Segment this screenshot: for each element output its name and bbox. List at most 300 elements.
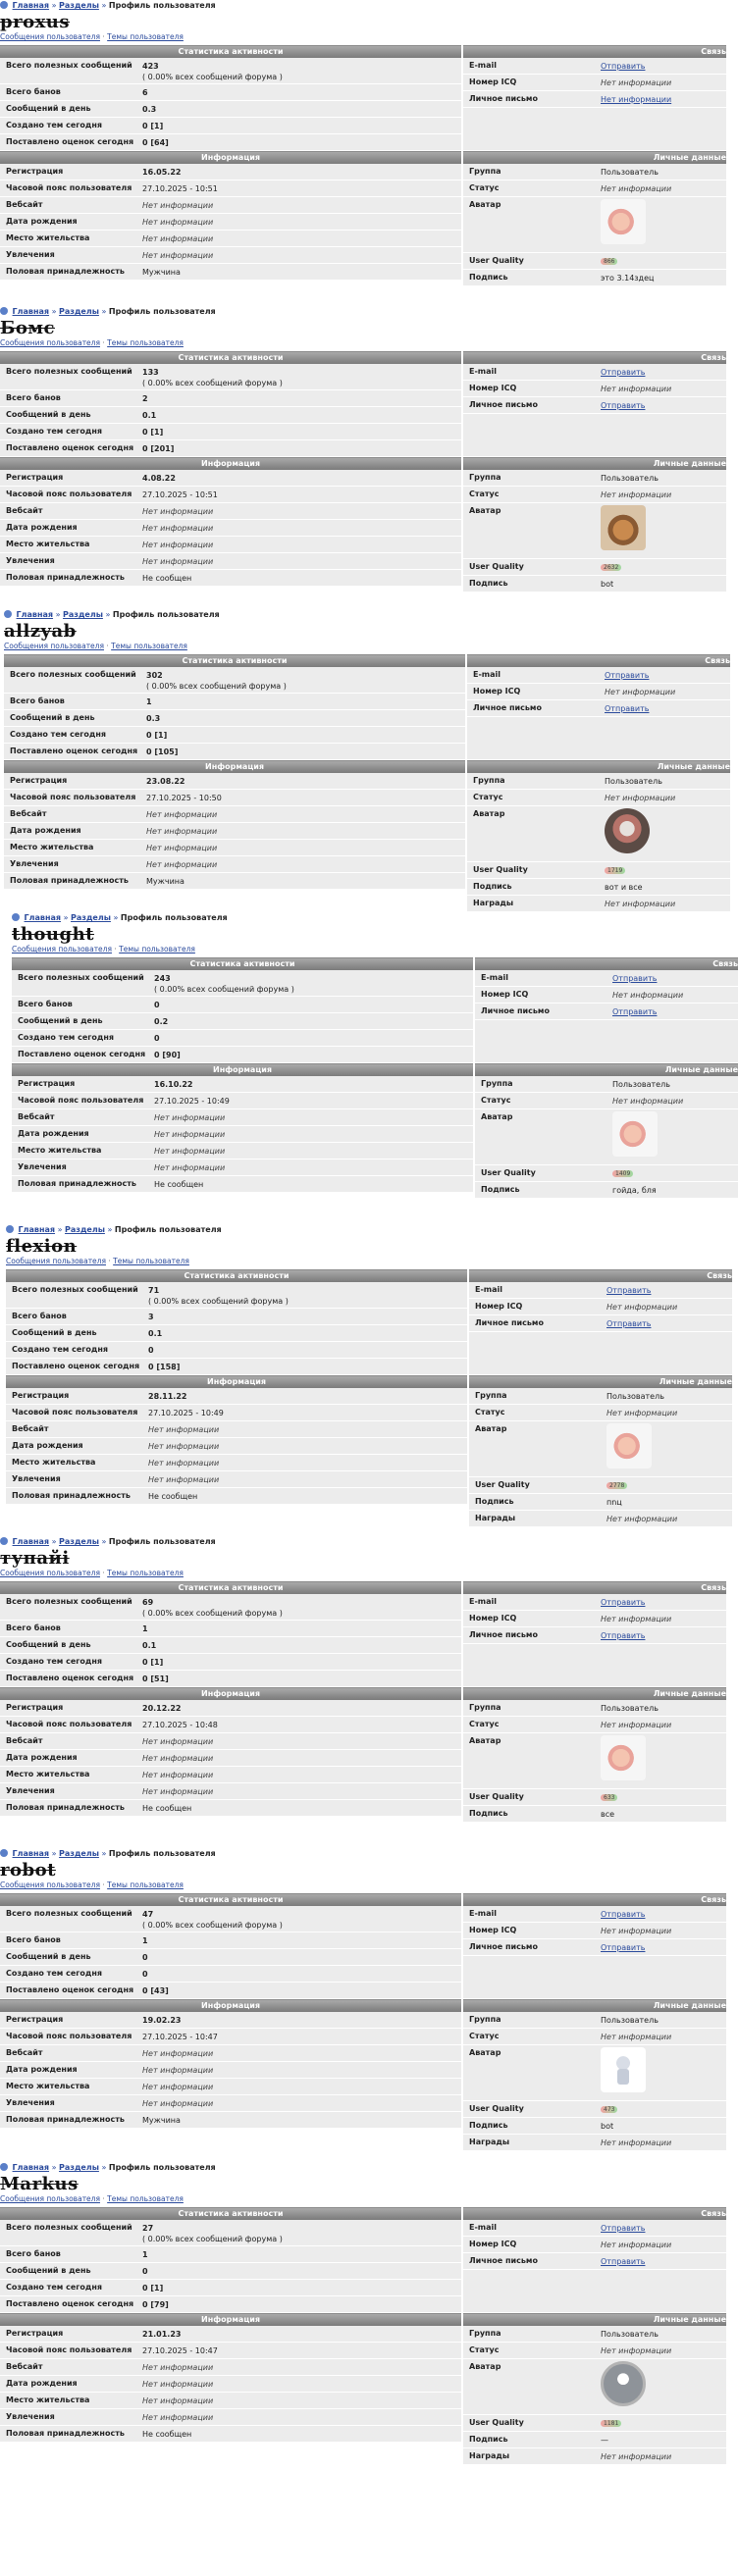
email-link[interactable]: Отправить [601, 368, 646, 377]
user-links [0, 337, 726, 349]
pm-label: Личное письмо [469, 2256, 538, 2265]
registration-row [0, 470, 461, 487]
personal-panel [463, 2326, 726, 2465]
quality-value [605, 865, 625, 876]
user-posts-link[interactable]: Сообщения пользователя [0, 1880, 100, 1889]
timezone-row [4, 790, 465, 806]
website-label: Вебсайт [10, 809, 47, 818]
breadcrumb-home-link[interactable]: Главная [12, 1537, 50, 1546]
per-day-value: 0.3 [142, 105, 157, 114]
timezone-row [0, 1717, 461, 1733]
gender-value: Мужчина [142, 268, 181, 277]
pm-link[interactable]: Нет информации [601, 95, 672, 104]
website-row [0, 2359, 461, 2376]
birthday-row [0, 214, 461, 231]
gender-label: Половая принадлежность [6, 267, 125, 276]
avatar-image [601, 2047, 646, 2092]
breadcrumb-separator: » [101, 2163, 107, 2172]
email-link[interactable]: Отправить [605, 671, 650, 680]
signature-value: — [601, 2436, 608, 2445]
email-link[interactable]: Отправить [601, 62, 646, 71]
contact-panel [469, 1282, 732, 1374]
bans-row [12, 997, 473, 1013]
awards-row [467, 896, 730, 912]
topics-today-value: 0 [1] [142, 428, 164, 437]
status-row [463, 2029, 726, 2045]
activity-header: Статистика активности [0, 1893, 461, 1906]
personal-panel [463, 164, 726, 286]
interests-row [0, 553, 461, 570]
email-value[interactable] [601, 367, 645, 378]
location-value: Нет информации [146, 844, 218, 852]
quality-label: User Quality [475, 1480, 530, 1489]
gender-row [12, 1176, 473, 1193]
personal-panel [469, 1388, 732, 1527]
interests-label: Увлечения [6, 2412, 55, 2421]
interests-value: Нет информации [142, 251, 214, 260]
info-header: Информация [12, 1063, 473, 1076]
avatar-row [475, 1109, 738, 1165]
icq-label: Номер ICQ [469, 2240, 517, 2248]
pm-value[interactable] [612, 1006, 657, 1017]
email-link[interactable]: Отправить [612, 974, 658, 983]
pm-row [463, 91, 726, 108]
quality-label: User Quality [469, 1792, 524, 1801]
status-label: Статус [469, 489, 500, 498]
user-posts-link[interactable]: Сообщения пользователя [0, 32, 100, 41]
icq-label: Номер ICQ [469, 77, 517, 86]
info-header: Информация [0, 457, 461, 470]
avatar-label: Аватар [469, 2048, 501, 2057]
status-row [463, 487, 726, 503]
signature-label: Подпись [469, 1809, 508, 1818]
breadcrumb-home-link[interactable]: Главная [12, 1849, 50, 1858]
username-title: allzyab [4, 621, 77, 642]
breadcrumb-current: Профиль пользователя [112, 610, 220, 619]
home-icon [0, 1537, 8, 1545]
activity-panel [6, 1282, 467, 1375]
birthday-row [0, 2062, 461, 2079]
group-label: Группа [469, 167, 501, 176]
posts-row [12, 970, 473, 997]
birthday-label: Дата рождения [6, 217, 78, 226]
signature-value: это 3.14здец [601, 274, 655, 283]
avatar-image [601, 1735, 646, 1780]
info-header: Информация [0, 1687, 461, 1700]
timezone-row [0, 2029, 461, 2045]
per-day-row [12, 1013, 473, 1030]
per-day-label: Сообщений в день [6, 410, 91, 419]
breadcrumb-home-link[interactable]: Главная [24, 913, 62, 922]
user-posts-link[interactable]: Сообщения пользователя [0, 338, 100, 347]
posts-label: Всего полезных сообщений [12, 1285, 138, 1294]
user-links [0, 31, 726, 43]
ratings-today-row [0, 1983, 461, 1999]
topics-today-row [0, 2280, 461, 2296]
registration-label: Регистрация [6, 167, 64, 176]
breadcrumb-sections-link[interactable]: Разделы [65, 1225, 105, 1234]
icq-label: Номер ICQ [475, 1302, 523, 1311]
posts-row [0, 1594, 461, 1621]
breadcrumb-home-link[interactable]: Главная [12, 2163, 50, 2172]
pm-row [463, 1939, 726, 1956]
breadcrumb-sections-link[interactable]: Разделы [63, 610, 103, 619]
website-value: Нет информации [146, 810, 218, 819]
per-day-value: 0 [142, 1953, 148, 1962]
per-day-row [0, 407, 461, 424]
timezone-label: Часовой пояс пользователя [18, 1096, 144, 1105]
interests-value: Нет информации [146, 860, 218, 869]
icq-row [475, 987, 738, 1004]
registration-value: 19.02.23 [142, 2016, 182, 2025]
timezone-row [6, 1405, 467, 1421]
activity-panel [0, 58, 461, 151]
info-panel [0, 1700, 461, 1817]
breadcrumb-sections-link[interactable]: Разделы [59, 2163, 99, 2172]
interests-row [6, 1471, 467, 1488]
topics-today-label: Создано тем сегодня [6, 2283, 103, 2292]
contact-header: Связь [463, 351, 726, 364]
group-value: Пользователь [606, 1392, 664, 1401]
interests-label: Увлечения [10, 859, 59, 868]
avatar-label: Аватар [469, 1736, 501, 1745]
location-value: Нет информации [148, 1459, 220, 1468]
pm-value[interactable] [601, 1630, 645, 1641]
icq-row [463, 381, 726, 397]
pm-value[interactable] [601, 400, 645, 411]
pm-value[interactable] [601, 2256, 645, 2267]
pm-link[interactable]: Отправить [606, 1319, 652, 1328]
pm-label: Личное письмо [469, 1630, 538, 1639]
location-value: Нет информации [142, 1771, 214, 1779]
avatar-row [463, 1733, 726, 1789]
quality-label: User Quality [469, 562, 524, 571]
per-day-row [0, 101, 461, 118]
info-header: Информация [0, 1999, 461, 2012]
user-posts-link[interactable]: Сообщения пользователя [0, 2194, 100, 2203]
pm-link[interactable]: Отправить [601, 1631, 646, 1640]
breadcrumb [0, 306, 726, 318]
icq-value: Нет информации [601, 1615, 672, 1623]
group-row [467, 773, 730, 790]
personal-header: Личные данные [463, 1999, 726, 2012]
signature-row [469, 1494, 732, 1511]
icq-row [467, 684, 730, 700]
website-value: Нет информации [148, 1425, 220, 1434]
breadcrumb-separator: » [105, 610, 111, 619]
ratings-today-value: 0 [201] [142, 444, 175, 453]
group-value: Пользователь [605, 777, 662, 786]
topics-today-row [0, 1966, 461, 1983]
timezone-row [0, 487, 461, 503]
ratings-today-value: 0 [90] [154, 1051, 181, 1059]
pm-link[interactable]: Отправить [601, 2257, 646, 2266]
quality-label: User Quality [469, 256, 524, 265]
contact-header: Связь [463, 1581, 726, 1594]
breadcrumb-home-link[interactable]: Главная [18, 1225, 56, 1234]
icq-row [469, 1299, 732, 1315]
bans-label: Всего банов [6, 87, 61, 96]
ratings-today-row [6, 1359, 467, 1375]
topics-today-row [0, 424, 461, 440]
user-topics-link[interactable]: Темы пользователя [119, 945, 195, 953]
quality-value [601, 256, 617, 267]
registration-label: Регистрация [18, 1079, 76, 1088]
interests-label: Увлечения [6, 250, 55, 259]
ratings-today-label: Поставлено оценок сегодня [18, 1050, 146, 1058]
breadcrumb-separator: » [51, 307, 57, 316]
breadcrumb-separator: » [51, 1849, 57, 1858]
posts-value: 69 ( 0.00% всех сообщений форума ) [142, 1598, 283, 1618]
posts-label: Всего полезных сообщений [6, 1909, 132, 1918]
user-posts-link[interactable]: Сообщения пользователя [4, 642, 104, 650]
user-topics-link[interactable]: Темы пользователя [113, 1257, 189, 1265]
breadcrumb-sections-link[interactable]: Разделы [59, 1, 99, 10]
pm-link[interactable]: Отправить [601, 401, 646, 410]
icq-value: Нет информации [601, 1927, 672, 1935]
per-day-value: 0.1 [142, 411, 157, 420]
email-value[interactable] [601, 61, 645, 72]
timezone-label: Часовой пояс пользователя [6, 2032, 132, 2040]
per-day-row [4, 710, 465, 727]
bans-value: 1 [142, 2250, 148, 2259]
group-label: Группа [469, 2329, 501, 2338]
icq-row [463, 2237, 726, 2253]
bans-row [6, 1309, 467, 1325]
quality-label: User Quality [473, 865, 528, 874]
bans-label: Всего банов [10, 696, 65, 705]
email-label: E-mail [469, 1597, 498, 1606]
posts-value: 71 ( 0.00% всех сообщений форума ) [148, 1286, 289, 1306]
breadcrumb [0, 0, 726, 12]
location-row [4, 840, 465, 856]
topics-today-value: 0 [154, 1034, 160, 1043]
username-title: тупайі [0, 1548, 70, 1569]
avatar-image [601, 2361, 646, 2406]
email-row [463, 364, 726, 381]
status-row [463, 180, 726, 197]
birthday-label: Дата рождения [12, 1441, 83, 1450]
awards-value: Нет информации [605, 900, 676, 908]
status-value: Нет информации [605, 794, 676, 802]
pm-value[interactable] [601, 94, 671, 105]
user-topics-link[interactable]: Темы пользователя [107, 1880, 184, 1889]
pm-label: Личное письмо [469, 400, 538, 409]
user-posts-link[interactable]: Сообщения пользователя [0, 1569, 100, 1577]
registration-value: 4.08.22 [142, 474, 176, 483]
info-panel [4, 773, 465, 890]
location-label: Место жительства [12, 1458, 96, 1467]
interests-label: Увлечения [6, 1786, 55, 1795]
posts-label: Всего полезных сообщений [6, 367, 132, 376]
bans-row [0, 1932, 461, 1949]
interests-value: Нет информации [148, 1475, 220, 1484]
user-topics-link[interactable]: Темы пользователя [107, 1569, 184, 1577]
gender-label: Половая принадлежность [6, 573, 125, 582]
personal-header: Личные данные [475, 1063, 738, 1076]
registration-row [12, 1076, 473, 1093]
quality-row [469, 1477, 732, 1494]
signature-value: гойда, бля [612, 1186, 657, 1195]
quality-row [463, 2101, 726, 2118]
registration-label: Регистрация [6, 2015, 64, 2024]
website-value: Нет информации [142, 2363, 214, 2372]
email-value[interactable] [601, 1909, 645, 1920]
status-value: Нет информации [601, 184, 672, 193]
email-value[interactable] [601, 1597, 645, 1608]
user-posts-link[interactable]: Сообщения пользователя [12, 945, 112, 953]
breadcrumb-separator: » [51, 1, 57, 10]
posts-row [6, 1282, 467, 1309]
user-topics-link[interactable]: Темы пользователя [107, 32, 184, 41]
bans-row [0, 1621, 461, 1637]
email-value[interactable] [612, 973, 657, 984]
personal-header: Личные данные [467, 760, 730, 773]
username-title: thought [12, 924, 94, 945]
status-label: Статус [469, 2345, 500, 2354]
pm-row [463, 2253, 726, 2270]
pm-value[interactable] [601, 1942, 645, 1953]
user-topics-link[interactable]: Темы пользователя [107, 2194, 184, 2203]
pm-link[interactable]: Отправить [612, 1007, 658, 1016]
timezone-value: 27.10.2025 - 10:49 [148, 1409, 224, 1417]
user-topics-link[interactable]: Темы пользователя [107, 338, 184, 347]
group-row [469, 1388, 732, 1405]
website-label: Вебсайт [6, 1736, 43, 1745]
timezone-label: Часовой пояс пользователя [10, 793, 136, 801]
timezone-row [0, 2343, 461, 2359]
ratings-today-value: 0 [79] [142, 2300, 169, 2309]
breadcrumb-home-link[interactable]: Главная [12, 1, 50, 10]
gender-label: Половая принадлежность [6, 2429, 125, 2438]
user-posts-link[interactable]: Сообщения пользователя [6, 1257, 106, 1265]
status-label: Статус [481, 1096, 511, 1105]
bans-value: 0 [154, 1001, 160, 1009]
bans-value: 2 [142, 394, 148, 403]
pm-link[interactable]: Отправить [601, 1943, 646, 1952]
topics-today-value: 0 [142, 1970, 148, 1979]
status-row [475, 1093, 738, 1109]
email-value[interactable] [601, 2223, 645, 2234]
pm-label: Личное письмо [473, 703, 542, 712]
email-link[interactable]: Отправить [601, 2224, 646, 2233]
website-row [6, 1421, 467, 1438]
email-label: E-mail [469, 1909, 498, 1918]
registration-row [4, 773, 465, 790]
avatar-image [605, 808, 650, 853]
pm-link[interactable]: Отправить [605, 704, 650, 713]
avatar-row [463, 2045, 726, 2101]
email-label: E-mail [469, 367, 498, 376]
breadcrumb-sections-link[interactable]: Разделы [59, 1537, 99, 1546]
activity-panel [0, 1594, 461, 1687]
pm-value[interactable] [605, 703, 649, 714]
birthday-value: Нет информации [142, 218, 214, 227]
interests-value: Нет информации [142, 2413, 214, 2422]
gender-value: Не сообщен [142, 574, 192, 583]
breadcrumb-home-link[interactable]: Главная [12, 307, 50, 316]
breadcrumb-sections-link[interactable]: Разделы [59, 1849, 99, 1858]
breadcrumb-separator: » [113, 913, 119, 922]
activity-header: Статистика активности [12, 957, 473, 970]
avatar-row [467, 806, 730, 862]
quality-bar: 2632 [601, 564, 621, 571]
birthday-row [0, 520, 461, 537]
birthday-value: Нет информации [154, 1130, 226, 1139]
links-separator: · [102, 1569, 105, 1577]
signature-label: Подпись [469, 2121, 508, 2130]
website-label: Вебсайт [18, 1112, 55, 1121]
breadcrumb-home-link[interactable]: Главная [16, 610, 54, 619]
activity-header: Статистика активности [0, 2207, 461, 2220]
topics-today-label: Создано тем сегодня [12, 1345, 109, 1354]
info-header: Информация [4, 760, 465, 773]
email-value[interactable] [605, 670, 649, 681]
per-day-label: Сообщений в день [6, 1640, 91, 1649]
interests-value: Нет информации [154, 1163, 226, 1172]
email-row [463, 1906, 726, 1923]
location-value: Нет информации [142, 2083, 214, 2091]
interests-value: Нет информации [142, 1787, 214, 1796]
info-panel [12, 1076, 473, 1193]
location-row [12, 1143, 473, 1159]
personal-header: Личные данные [469, 1375, 732, 1388]
gender-label: Половая принадлежность [18, 1179, 136, 1188]
group-row [463, 2012, 726, 2029]
email-link[interactable]: Отправить [601, 1598, 646, 1607]
links-separator: · [114, 945, 117, 953]
per-day-label: Сообщений в день [18, 1016, 103, 1025]
home-icon [0, 2163, 8, 2171]
gender-value: Мужчина [142, 2116, 181, 2125]
user-profile [4, 609, 730, 908]
pm-value[interactable] [606, 1318, 651, 1329]
website-label: Вебсайт [6, 200, 43, 209]
personal-panel [463, 1700, 726, 1823]
gender-label: Половая принадлежность [12, 1491, 131, 1500]
breadcrumb-sections-link[interactable]: Разделы [59, 307, 99, 316]
breadcrumb-separator: » [63, 913, 69, 922]
bans-label: Всего банов [6, 1935, 61, 1944]
signature-value: вот и все [605, 883, 643, 892]
timezone-row [0, 180, 461, 197]
personal-panel [463, 470, 726, 592]
breadcrumb-sections-link[interactable]: Разделы [71, 913, 111, 922]
gender-label: Половая принадлежность [6, 2115, 125, 2124]
icq-label: Номер ICQ [473, 687, 521, 696]
registration-value: 21.01.23 [142, 2330, 182, 2339]
pm-label: Личное письмо [475, 1318, 544, 1327]
user-topics-link[interactable]: Темы пользователя [111, 642, 187, 650]
email-link[interactable]: Отправить [606, 1286, 652, 1295]
email-link[interactable]: Отправить [601, 1910, 646, 1919]
status-value: Нет информации [601, 1721, 672, 1729]
breadcrumb-current: Профиль пользователя [108, 307, 216, 316]
email-value[interactable] [606, 1285, 651, 1296]
pm-row [469, 1315, 732, 1332]
registration-row [0, 2326, 461, 2343]
website-row [4, 806, 465, 823]
links-separator: · [102, 2194, 105, 2203]
breadcrumb-current: Профиль пользователя [108, 1537, 216, 1546]
per-day-row [0, 1637, 461, 1654]
gender-row [0, 264, 461, 281]
interests-value: Нет информации [142, 557, 214, 566]
timezone-row [12, 1093, 473, 1109]
location-row [0, 537, 461, 553]
posts-label: Всего полезных сообщений [6, 2223, 132, 2232]
interests-row [0, 1783, 461, 1800]
